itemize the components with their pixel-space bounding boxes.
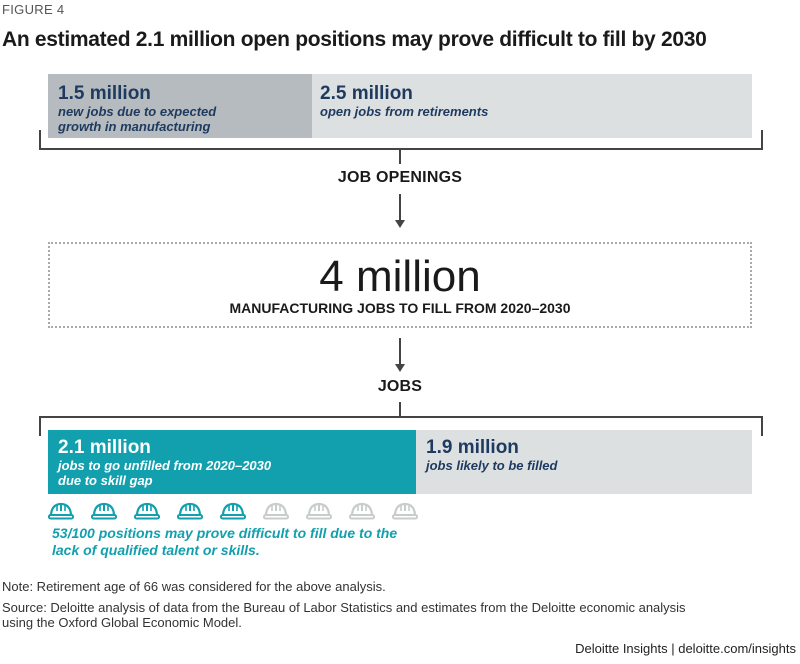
jobs-label: JOBS (377, 378, 423, 395)
filled-desc: jobs likely to be filled (426, 458, 558, 473)
footer: Deloitte Insights | deloitte.com/insights (575, 641, 796, 656)
bar-filled (416, 430, 752, 494)
helmet-row (48, 502, 418, 520)
jobs-stem (399, 402, 401, 416)
total-box (48, 242, 752, 328)
helmet-caption-2: lack of qualified talent or skills. (52, 542, 260, 558)
job-openings-label: JOB OPENINGS (337, 169, 463, 186)
bar-unfilled (48, 430, 416, 494)
helmet-icon-empty (349, 502, 375, 520)
helmet-icon-empty (263, 502, 289, 520)
arrow-2-head (395, 364, 405, 372)
helmet-icon-filled (220, 502, 246, 520)
filled-value: 1.9 million (426, 437, 519, 458)
bar-retirements (312, 74, 752, 138)
new-jobs-value: 1.5 million (58, 83, 151, 104)
source-1: Source: Deloitte analysis of data from the Bureau of Labor Statistics and estimates from the Deloitte economic analysis (2, 600, 686, 615)
arrow-1-shaft (399, 194, 401, 222)
new-jobs-desc2: growth in manufacturing (58, 119, 211, 134)
arrow-1-head (395, 220, 405, 228)
new-jobs-desc1: new jobs due to expected (58, 104, 217, 119)
chart-title: An estimated 2.1 million open positions may prove difficult to fill by 2030 (2, 28, 707, 51)
figure-label: FIGURE 4 (2, 2, 65, 17)
helmet-icon-filled (48, 502, 74, 520)
retirements-value: 2.5 million (320, 83, 413, 104)
unfilled-desc2: due to skill gap (58, 473, 153, 488)
bar-new-jobs (48, 74, 312, 138)
helmet-caption-1: 53/100 positions may prove difficult to fill due to the (52, 525, 398, 541)
unfilled-value: 2.1 million (58, 437, 151, 458)
helmet-icon-empty (392, 502, 418, 520)
helmet-icon-filled (177, 502, 203, 520)
retirements-desc: open jobs from retirements (320, 104, 489, 119)
helmet-icon-filled (134, 502, 160, 520)
arrow-2-shaft (399, 338, 401, 366)
openings-bracket (39, 130, 763, 150)
unfilled-desc1: jobs to go unfilled from 2020–2030 (58, 458, 272, 473)
helmet-icon-filled (91, 502, 117, 520)
helmet-icon-empty (306, 502, 332, 520)
total-value: 4 million (319, 252, 481, 301)
total-desc: MANUFACTURING JOBS TO FILL FROM 2020–2030 (229, 300, 571, 316)
bracket-stem (399, 150, 401, 164)
source-2: using the Oxford Global Economic Model. (2, 615, 242, 630)
note: Note: Retirement age of 66 was considered for the above analysis. (2, 579, 386, 594)
